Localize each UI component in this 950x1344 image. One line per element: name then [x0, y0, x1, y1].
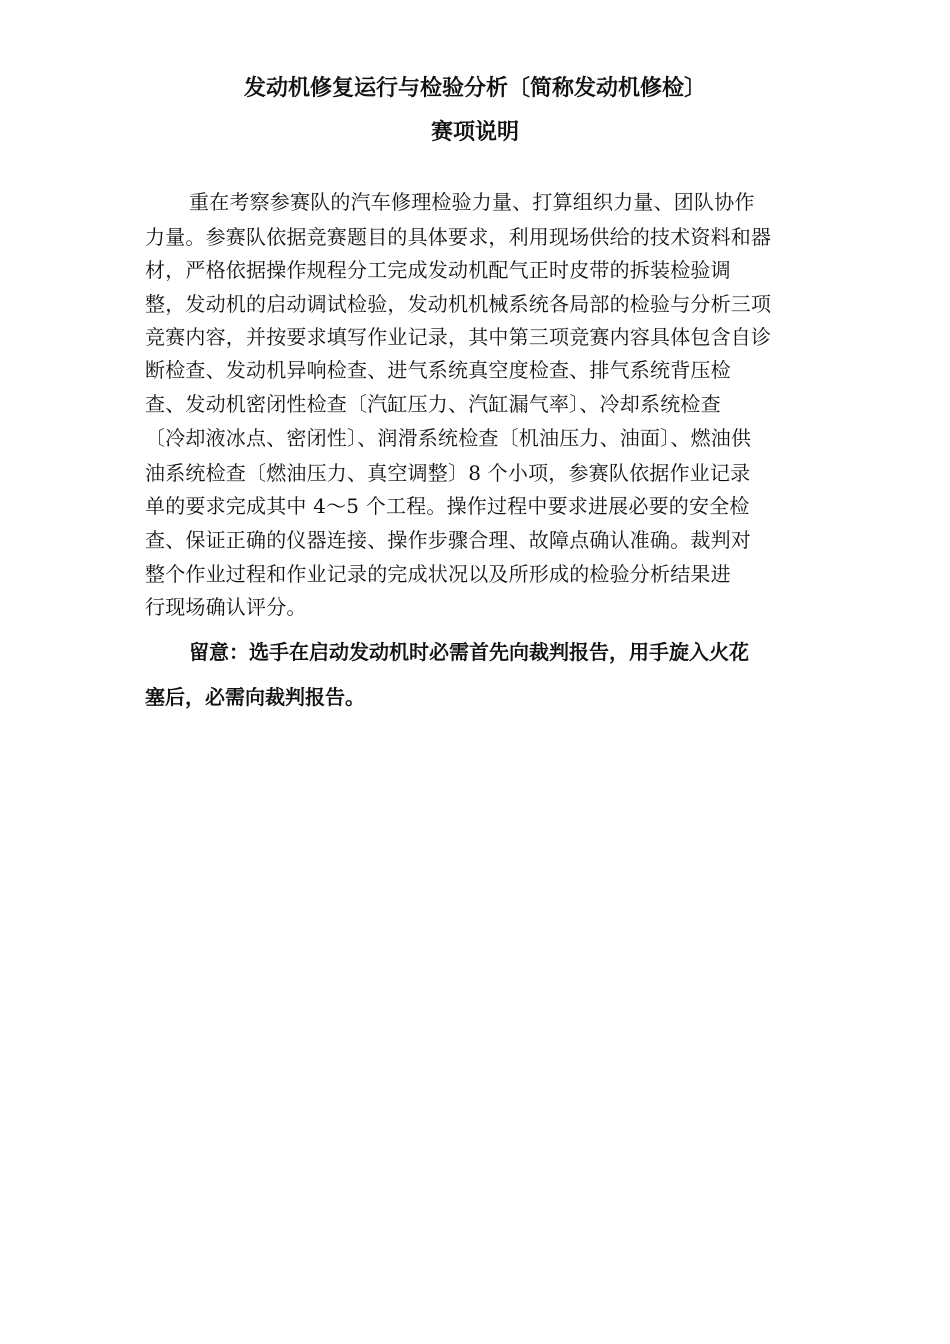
document-subtitle: 赛项说明: [430, 120, 519, 145]
paragraph-line: 单的要求完成其中 4～5 个工程。操作过程中要求进展必要的安全检: [145, 494, 750, 518]
paragraph-line: 油系统检查〔燃油压力、真空调整〕8 个小项，参赛队依据作业记录: [145, 461, 751, 485]
paragraph-line: 〔冷却液冰点、密闭性〕、润滑系统检查〔机油压力、油面〕、燃油供: [145, 426, 752, 450]
paragraph-line: 查、发动机密闭性检查〔汽缸压力、汽缸漏气率〕、冷却系统检查: [145, 392, 721, 416]
paragraph-line: 重在考察参赛队的汽车修理检验力量、打算组织力量、团队协作: [189, 190, 755, 214]
paragraph-line: 整个作业过程和作业记录的完成状况以及所形成的检验分析结果进: [145, 562, 731, 586]
paragraph-line: 整，发动机的启动调试检验，发动机机械系统各局部的检验与分析三项: [145, 292, 772, 316]
paragraph-line: 行现场确认评分。: [145, 595, 307, 619]
note-line: 留意：选手在启动发动机时必需首先向裁判报告，用手旋入火花: [189, 640, 749, 664]
paragraph-line: 材，严格依据操作规程分工完成发动机配气正时皮带的拆装检验调: [145, 258, 731, 282]
paragraph-line: 竞赛内容，并按要求填写作业记录，其中第三项竞赛内容具体包含自诊: [145, 325, 772, 349]
document-title: 发动机修复运行与检验分析〔简称发动机修检〕: [243, 76, 706, 101]
paragraph-line: 断检查、发动机异响检查、进气系统真空度检查、排气系统背压检: [145, 358, 731, 382]
paragraph-line: 查、保证正确的仪器连接、操作步骤合理、故障点确认准确。裁判对: [145, 528, 751, 552]
note-line: 塞后，必需向裁判报告。: [145, 685, 365, 709]
paragraph-line: 力量。参赛队依据竞赛题目的具体要求，利用现场供给的技术资料和器: [145, 225, 772, 249]
